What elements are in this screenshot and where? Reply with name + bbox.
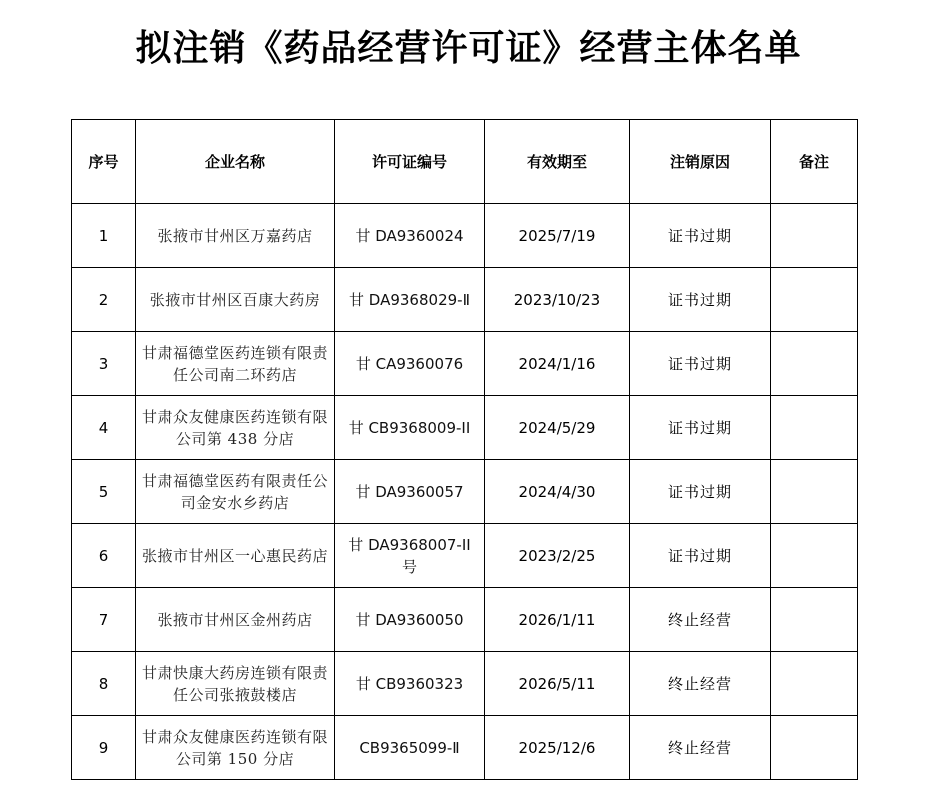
row-no: 9 [72, 716, 136, 780]
page-title: 拟注销《药品经营许可证》经营主体名单 [135, 27, 802, 69]
row-reason: 证书过期 [630, 524, 771, 588]
row-valid-until: 2026/1/11 [485, 588, 630, 652]
license-table [71, 119, 858, 780]
header-license: 许可证编号 [335, 120, 485, 204]
row-remark [771, 204, 858, 268]
row-company-name: 张掖市甘州区百康大药房 [136, 268, 335, 332]
table-row [72, 332, 858, 396]
table-row [72, 460, 858, 524]
row-no: 7 [72, 588, 136, 652]
row-reason: 证书过期 [630, 332, 771, 396]
row-license-number: 甘 DA9360050 [335, 588, 485, 652]
row-remark [771, 460, 858, 524]
row-valid-until: 2023/10/23 [485, 268, 630, 332]
row-license-number: 甘 DA9368029-Ⅱ [335, 268, 485, 332]
row-license-number: 甘 CA9360076 [335, 332, 485, 396]
table-row [72, 524, 858, 588]
row-remark [771, 396, 858, 460]
row-reason: 证书过期 [630, 268, 771, 332]
table-row [72, 268, 858, 332]
row-remark [771, 652, 858, 716]
table-header-row [72, 120, 858, 204]
table-row [72, 204, 858, 268]
row-reason: 终止经营 [630, 652, 771, 716]
row-license-number: 甘 DA9360057 [335, 460, 485, 524]
row-license-number: 甘 CB9368009-II [335, 396, 485, 460]
row-valid-until: 2026/5/11 [485, 652, 630, 716]
row-license-number: 甘 DA9368007-II 号 [335, 524, 485, 588]
row-valid-until: 2024/4/30 [485, 460, 630, 524]
row-remark [771, 268, 858, 332]
row-company-name: 张掖市甘州区金州药店 [136, 588, 335, 652]
table-row [72, 396, 858, 460]
row-no: 5 [72, 460, 136, 524]
row-reason: 证书过期 [630, 396, 771, 460]
row-valid-until: 2023/2/25 [485, 524, 630, 588]
header-reason: 注销原因 [630, 120, 771, 204]
row-license-number: 甘 CB9360323 [335, 652, 485, 716]
row-company-name: 甘肃快康大药房连锁有限责任公司张掖鼓楼店 [136, 652, 335, 716]
table-row [72, 588, 858, 652]
row-reason: 证书过期 [630, 204, 771, 268]
table-row [72, 652, 858, 716]
table-row [72, 716, 858, 780]
row-remark [771, 716, 858, 780]
row-company-name: 甘肃众友健康医药连锁有限公司第 150 分店 [136, 716, 335, 780]
row-reason: 证书过期 [630, 460, 771, 524]
row-no: 4 [72, 396, 136, 460]
row-no: 1 [72, 204, 136, 268]
row-company-name: 张掖市甘州区万嘉药店 [136, 204, 335, 268]
row-no: 2 [72, 268, 136, 332]
row-valid-until: 2024/1/16 [485, 332, 630, 396]
row-remark [771, 588, 858, 652]
row-valid-until: 2025/12/6 [485, 716, 630, 780]
row-reason: 终止经营 [630, 716, 771, 780]
row-valid-until: 2025/7/19 [485, 204, 630, 268]
header-no: 序号 [72, 120, 136, 204]
row-company-name: 甘肃福德堂医药有限责任公司金安水乡药店 [136, 460, 335, 524]
row-no: 8 [72, 652, 136, 716]
row-reason: 终止经营 [630, 588, 771, 652]
row-no: 3 [72, 332, 136, 396]
header-name: 企业名称 [136, 120, 335, 204]
row-company-name: 张掖市甘州区一心惠民药店 [136, 524, 335, 588]
row-no: 6 [72, 524, 136, 588]
row-remark [771, 524, 858, 588]
row-valid-until: 2024/5/29 [485, 396, 630, 460]
header-valid-until: 有效期至 [485, 120, 630, 204]
header-remark: 备注 [771, 120, 858, 204]
row-license-number: 甘 DA9360024 [335, 204, 485, 268]
row-company-name: 甘肃众友健康医药连锁有限公司第 438 分店 [136, 396, 335, 460]
row-remark [771, 332, 858, 396]
row-company-name: 甘肃福德堂医药连锁有限责任公司南二环药店 [136, 332, 335, 396]
row-license-number: CB9365099-Ⅱ [335, 716, 485, 780]
